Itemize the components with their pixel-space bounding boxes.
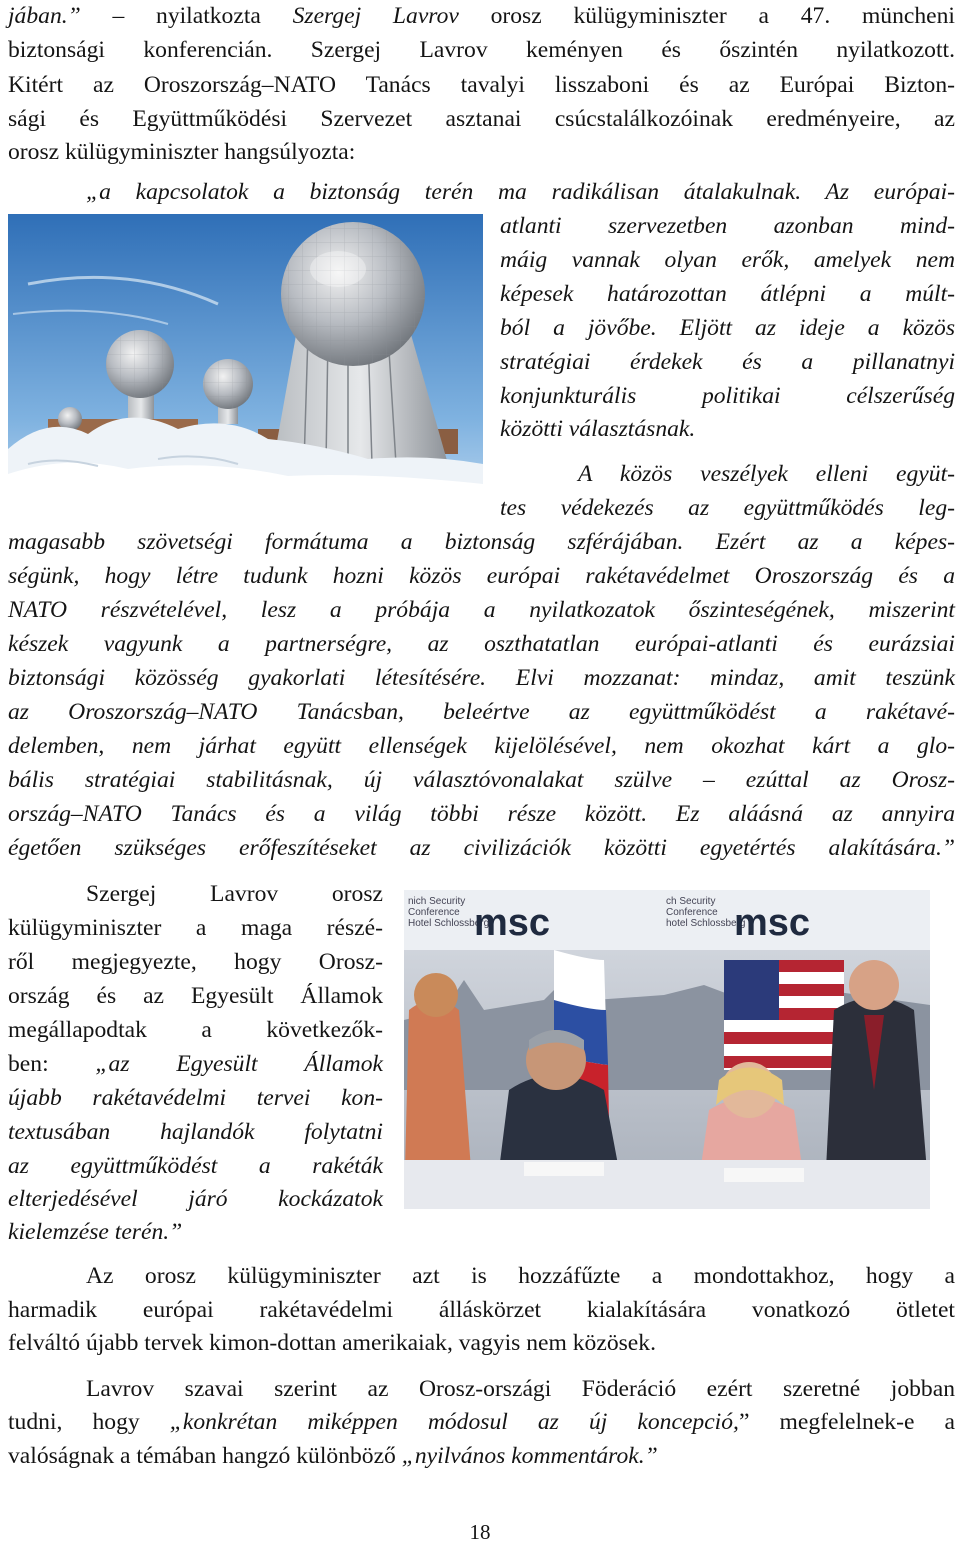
- text-line: Az orosz külügyminiszter azt is hozzáfűzte a mondottakhoz, hogy a: [86, 1263, 955, 1289]
- quote-line: képesek határozottan átlépni a múlt-: [500, 281, 955, 307]
- quote-line: bális stratégiai stabilitásnak, új választóvonalakat szülve – ezúttal az Orosz-: [8, 767, 955, 793]
- side-text-line: elterjedésével járó kockázatok: [8, 1186, 383, 1212]
- banner-caption-left: nich Security Conference Hotel Schlossberg: [408, 896, 490, 929]
- quote-line: az Oroszország–NATO Tanácsban, beleértve az együttműködést a rakétavé-: [8, 699, 955, 725]
- side-text-line: megállapodtak a következők-: [8, 1017, 383, 1043]
- radar-domes-photo: [8, 214, 483, 507]
- quote-line: ségünk, hogy létre tudunk hozni közös európai rakétavédelmet Oroszország és a: [8, 563, 955, 589]
- page-number: 18: [469, 1520, 491, 1544]
- quote-line: A közös veszélyek elleni együt-: [578, 461, 955, 487]
- text-line: valóságnak a témában hangzó különböző „nyilvános kommentárok.”: [8, 1443, 658, 1469]
- quote-line: atlanti szervezetben azonban mind-: [500, 213, 955, 239]
- text-line: sági és Együttműködési Szervezet asztanai csúcstalálkozóinak eredményeire, az: [8, 106, 955, 132]
- text-line: Kitért az Oroszország–NATO Tanács tavalyi lisszaboni és az Európai Bizton-: [8, 72, 955, 98]
- quote-line: NATO részvételével, lesz a próbája a nyilatkozatok őszinteségének, miszerint: [8, 597, 955, 623]
- quote-line: készek vagyunk a partnerségre, az oszthatatlan európai-atlanti és eurázsiai: [8, 631, 955, 657]
- text-line: harmadik európai rakétavédelmi álláskörzet kialakítására vonatkozó ötletet: [8, 1297, 955, 1323]
- quote-line: égetően szükséges erőfeszítéseket az civilizációk közötti egyetértés alakítására.”: [8, 835, 955, 861]
- text-line: tudni, hogy „konkrétan miképpen módosul az új koncepció,” megfelelnek-e a: [8, 1409, 955, 1435]
- signing-ceremony-image: [404, 890, 930, 1209]
- side-text-line: külügyminiszter a maga részé-: [8, 915, 383, 941]
- side-text-line: textusában hajlandók folytatni: [8, 1119, 383, 1145]
- quote-line: „a kapcsolatok a biztonság terén ma radikálisan átalakulnak. Az európai-: [86, 179, 956, 205]
- text-line: biztonsági konferencián. Szergej Lavrov keményen és őszintén nyilatkozott.: [8, 37, 955, 63]
- quote-line: máig vannak olyan erők, amelyek nem: [500, 247, 955, 273]
- side-text-line: ről megjegyezte, hogy Orosz-: [8, 949, 383, 975]
- quote-line: stratégiai érdekek és a pillanatnyi: [500, 349, 955, 375]
- text-line: Lavrov szavai szerint az Orosz-országi Föderáció ezért szeretné jobban: [86, 1376, 955, 1402]
- quote-line: tes védekezés az együttműködés leg-: [500, 495, 955, 521]
- text-line: jában.” – nyilatkozta Szergej Lavrov orosz külügyminiszter a 47. müncheni: [8, 3, 955, 29]
- side-text-line: újabb rakétavédelmi tervei kon-: [8, 1085, 383, 1111]
- quote-line: ország–NATO Tanács és a világ többi része között. Ez aláásná az annyira: [8, 801, 955, 827]
- quote-line: ból a jövőbe. Eljött az ideje a közös: [500, 315, 955, 341]
- quote-line: konjunkturális politikai célszerűség: [500, 383, 955, 409]
- side-text-line: Szergej Lavrov orosz: [86, 881, 383, 907]
- side-text-line: ben: „az Egyesült Államok: [8, 1051, 383, 1077]
- us-flag-icon: [724, 960, 844, 1070]
- banner-msc-right: msc: [734, 902, 811, 944]
- quote-line: biztonsági közösség gyakorlati létesítésére. Elvi mozzanat: mindaz, amit teszünk: [8, 665, 955, 691]
- side-text-line: ország és az Egyesült Államok: [8, 983, 383, 1009]
- text-line: orosz külügyminiszter hangsúlyozta:: [8, 139, 356, 165]
- radar-domes-image: [8, 214, 483, 507]
- quote-line: delemben, nem járhat együtt ellenségek kijelölésével, nem okozhat kárt a glo-: [8, 733, 955, 759]
- banner-msc-left: msc: [474, 902, 551, 944]
- side-text-line: kielemzése terén.”: [8, 1219, 183, 1245]
- side-text-line: az együttműködést a rakéták: [8, 1153, 383, 1179]
- signing-ceremony-photo: [404, 890, 930, 1209]
- quote-line: magasabb szövetségi formátuma a biztonság szférájában. Ezért az a képes-: [8, 529, 955, 555]
- quote-line: közötti választásnak.: [500, 416, 696, 442]
- text-line: felváltó újabb tervek kimon-dottan amerikaiak, vagyis nem közösek.: [8, 1330, 656, 1356]
- banner-caption-right: ch Security Conference hotel Schlossberg: [666, 896, 746, 929]
